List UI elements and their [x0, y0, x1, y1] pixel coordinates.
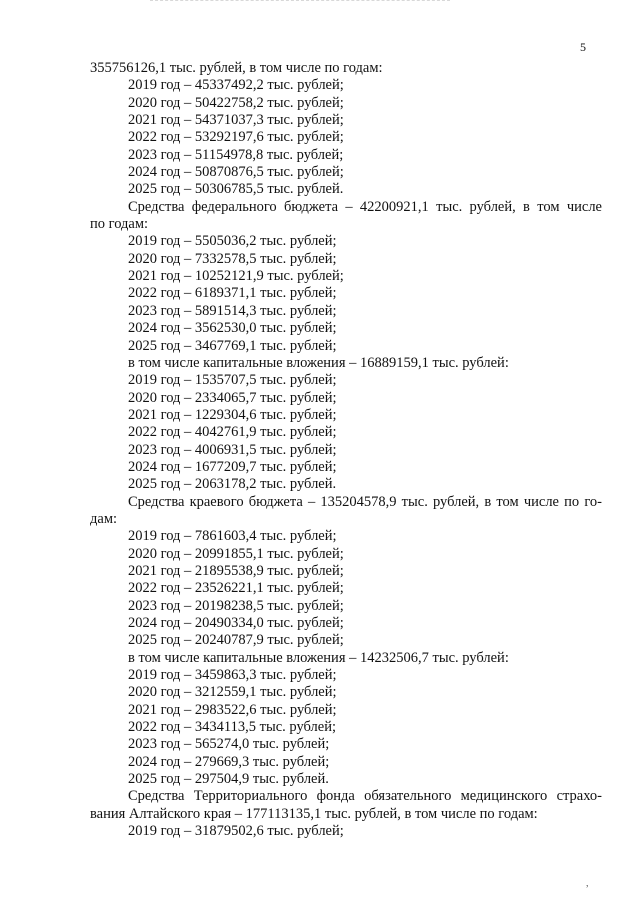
text-line-insurance-fund-heading-cont: вания Алтайского края – 177113135,1 тыс. рублей, в том числе по годам:: [90, 805, 538, 822]
document-body: [90, 60, 602, 840]
text-line-federal-2024: 2024 год – 3562530,0 тыс. рублей;: [128, 320, 337, 337]
text-line-federal-capital-2023: 2023 год – 4006931,5 тыс. рублей;: [128, 441, 337, 458]
text-line-insurance-fund-2019: 2019 год – 31879502,6 тыс. рублей;: [128, 823, 344, 840]
text-line-federal-2023: 2023 год – 5891514,3 тыс. рублей;: [128, 302, 337, 319]
text-line-regional-capital-2022: 2022 год – 3434113,5 тыс. рублей;: [128, 719, 336, 736]
scan-mark: ,: [586, 878, 589, 889]
text-line-federal-2021: 2021 год – 10252121,9 тыс. рублей;: [128, 268, 344, 285]
text-line-total-2022: 2022 год – 53292197,6 тыс. рублей;: [128, 129, 344, 146]
text-line-federal-capital-2022: 2022 год – 4042761,9 тыс. рублей;: [128, 424, 337, 441]
text-line-regional-2022: 2022 год – 23526221,1 тыс. рублей;: [128, 580, 344, 597]
text-line-federal-capital-2025: 2025 год – 2063178,2 тыс. рублей.: [128, 476, 337, 493]
text-line-regional-capital-2024: 2024 год – 279669,3 тыс. рублей;: [128, 753, 330, 770]
text-line-regional-heading: Средства краевого бюджета – 135204578,9 тыс. рублей, в том числе по го-: [128, 493, 602, 510]
text-line-regional-capital-heading: в том числе капитальные вложения – 14232506,7 тыс. рублей:: [128, 649, 509, 666]
text-line-regional-2024: 2024 год – 20490334,0 тыс. рублей;: [128, 615, 344, 631]
scan-top-edge-marks: [150, 0, 450, 4]
text-line-total-2023: 2023 год – 51154978,8 тыс. рублей;: [128, 146, 344, 163]
text-line-federal-heading-cont: по годам:: [90, 216, 149, 233]
text-line-total-2020: 2020 год – 50422758,2 тыс. рублей;: [128, 94, 344, 111]
text-line-federal-2022: 2022 год – 6189371,1 тыс. рублей;: [128, 285, 337, 302]
text-line-federal-2025: 2025 год – 3467769,1 тыс. рублей;: [128, 337, 337, 354]
text-line-federal-capital-2024: 2024 год – 1677209,7 тыс. рублей;: [128, 458, 337, 475]
text-line-regional-2020: 2020 год – 20991855,1 тыс. рублей;: [128, 545, 344, 562]
text-line-regional-capital-2019: 2019 год – 3459863,3 тыс. рублей;: [128, 667, 337, 684]
text-line-regional-capital-2023: 2023 год – 565274,0 тыс. рублей;: [128, 736, 330, 753]
text-line-federal-capital-2019: 2019 год – 1535707,5 тыс. рублей;: [128, 372, 337, 389]
text-line-total-2021: 2021 год – 54371037,3 тыс. рублей;: [128, 112, 344, 129]
text-line-regional-capital-2025: 2025 год – 297504,9 тыс. рублей.: [128, 771, 329, 788]
text-line-federal-capital-2020: 2020 год – 2334065,7 тыс. рублей;: [128, 389, 337, 406]
text-line-total-2024: 2024 год – 50870876,5 тыс. рублей;: [128, 164, 344, 181]
text-line-total-2025: 2025 год – 50306785,5 тыс. рублей.: [128, 181, 344, 198]
text-line-total-intro: 355756126,1 тыс. рублей, в том числе по годам:: [90, 60, 383, 76]
text-line-insurance-fund-heading: Средства Территориального фонда обязательного медицинского страхо-: [128, 788, 602, 805]
page-number: 5: [580, 40, 586, 54]
text-line-federal-2019: 2019 год – 5505036,2 тыс. рублей;: [128, 233, 337, 250]
text-line-federal-2020: 2020 год – 7332578,5 тыс. рублей;: [128, 250, 337, 267]
text-line-regional-2019: 2019 год – 7861603,4 тыс. рублей;: [128, 528, 337, 545]
text-line-regional-capital-2021: 2021 год – 2983522,6 тыс. рублей;: [128, 701, 337, 718]
text-line-regional-2021: 2021 год – 21895538,9 тыс. рублей;: [128, 562, 344, 579]
text-line-regional-heading-cont: дам:: [90, 510, 118, 527]
text-line-regional-2023: 2023 год – 20198238,5 тыс. рублей;: [128, 597, 344, 614]
text-line-total-2019: 2019 год – 45337492,2 тыс. рублей;: [128, 77, 344, 94]
text-line-regional-2025: 2025 год – 20240787,9 тыс. рублей;: [128, 632, 344, 649]
text-line-federal-capital-2021: 2021 год – 1229304,6 тыс. рублей;: [128, 406, 337, 423]
text-line-federal-capital-heading: в том числе капитальные вложения – 16889159,1 тыс. рублей:: [128, 354, 509, 371]
text-line-federal-heading: Средства федерального бюджета – 42200921,1 тыс. рублей, в том числе: [128, 198, 602, 215]
text-line-regional-capital-2020: 2020 год – 3212559,1 тыс. рублей;: [128, 684, 337, 701]
